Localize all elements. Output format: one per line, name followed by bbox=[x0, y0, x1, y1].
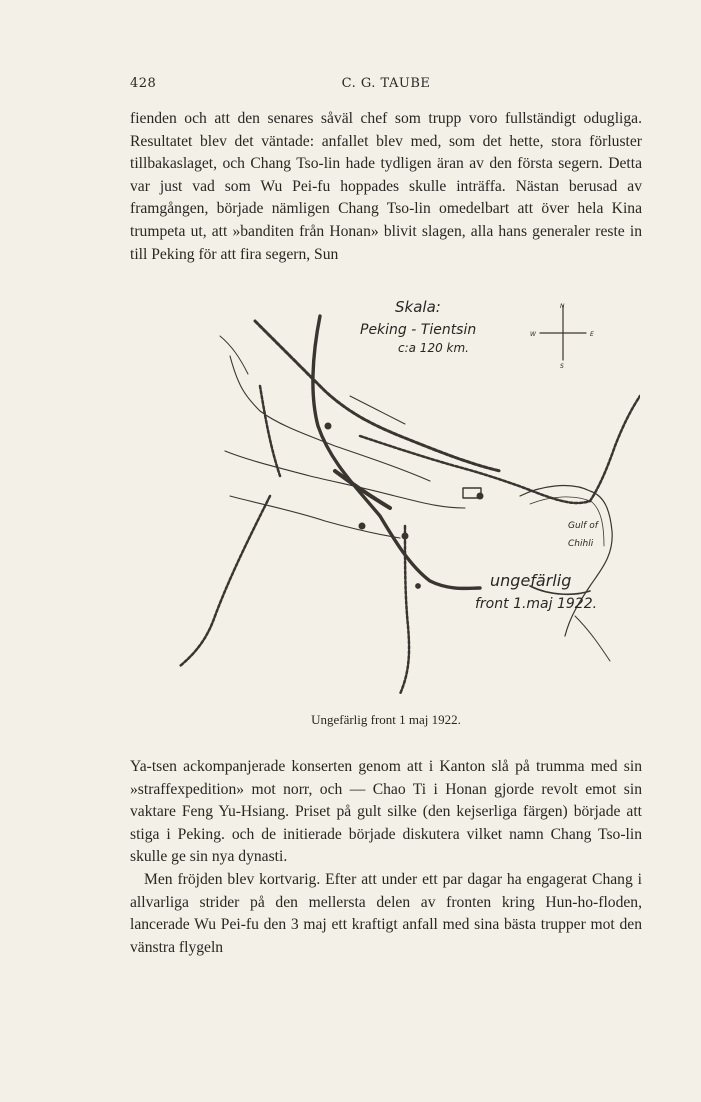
front-annotation-curve bbox=[575, 616, 610, 661]
compass-e-label: E bbox=[590, 331, 594, 338]
paragraph-bottom bbox=[130, 756, 642, 959]
scale-line-2: Peking - Tientsin bbox=[360, 322, 477, 338]
compass-w-label: W bbox=[530, 331, 536, 338]
compass-n-label: N bbox=[560, 303, 565, 310]
front-label-2: front 1.maj 1922. bbox=[475, 596, 598, 612]
gulf-label-2: Chihli bbox=[568, 539, 594, 549]
compass-s-label: S bbox=[560, 363, 564, 370]
city-marker bbox=[416, 584, 421, 589]
scale-line-1: Skala: bbox=[395, 298, 441, 316]
paragraph-top bbox=[130, 108, 642, 266]
paragraph-top-text: fienden och att den senares såväl chef som trupp voro fullständigt odugliga. Resultatet blev det väntade: anfallet blev med, som det hette, stora förluster tillbakaslaget, och Chang Tso-lin hade tydligen äran av den första segern. Detta var just vad som Wu Pei-fu hoppades skulle inträffa. Nästan berusad av framgången, började nämligen Chang Tso-lin omedelbart att över hela Kina trumpeta ut, att »banditen från Honan» blivit slagen, alla hans generaler reste in till Peking för att fira segern, Sun bbox=[130, 110, 642, 263]
front-line bbox=[335, 471, 390, 508]
scale-line-3: c:a 120 km. bbox=[398, 341, 469, 355]
railway bbox=[260, 386, 280, 476]
map-drawing bbox=[120, 296, 640, 706]
running-head: C. G. TAUBE bbox=[341, 76, 431, 91]
front-line bbox=[313, 316, 480, 588]
railway bbox=[360, 436, 590, 503]
paragraph-bottom-text-2: Men fröjden blev kortvarig. Efter att under ett par dagar ha engagerat Chang i allvarliga strider på den mellersta delen av fronten kring Hun-ho-floden, lancerade Wu Pei-fu den 3 maj ett kraftigt anfall med sina bästa trupper mot den vänstra flygeln bbox=[130, 870, 642, 956]
river bbox=[350, 396, 405, 424]
figure-caption: Ungefärlig front 1 maj 1922. bbox=[311, 712, 461, 727]
front-label-1: ungefärlig bbox=[490, 571, 572, 590]
city-marker bbox=[325, 423, 331, 429]
gulf-label-1: Gulf of bbox=[568, 521, 598, 531]
coastline bbox=[520, 486, 612, 636]
page-number: 428 bbox=[130, 76, 157, 91]
railway bbox=[180, 496, 270, 666]
city-marker bbox=[402, 533, 408, 539]
river bbox=[230, 496, 400, 538]
city-marker bbox=[359, 523, 365, 529]
historical-map bbox=[120, 296, 640, 706]
railway bbox=[590, 396, 640, 501]
paragraph-bottom-text-1: Ya-tsen ackompanjerade konserten genom att i Kanton slå på trumma med sin »straffexpedition» mot norr, och — Chao Ti i Honan gjorde revolt emot sin vaktare Feng Yu-Hsiang. Priset på gult silke (den kejserliga färgen) började att stiga i Peking. och de initierade började diskutera vilket namn Chang Tso-lin skulle ge sin nya dynasti. bbox=[130, 758, 642, 866]
